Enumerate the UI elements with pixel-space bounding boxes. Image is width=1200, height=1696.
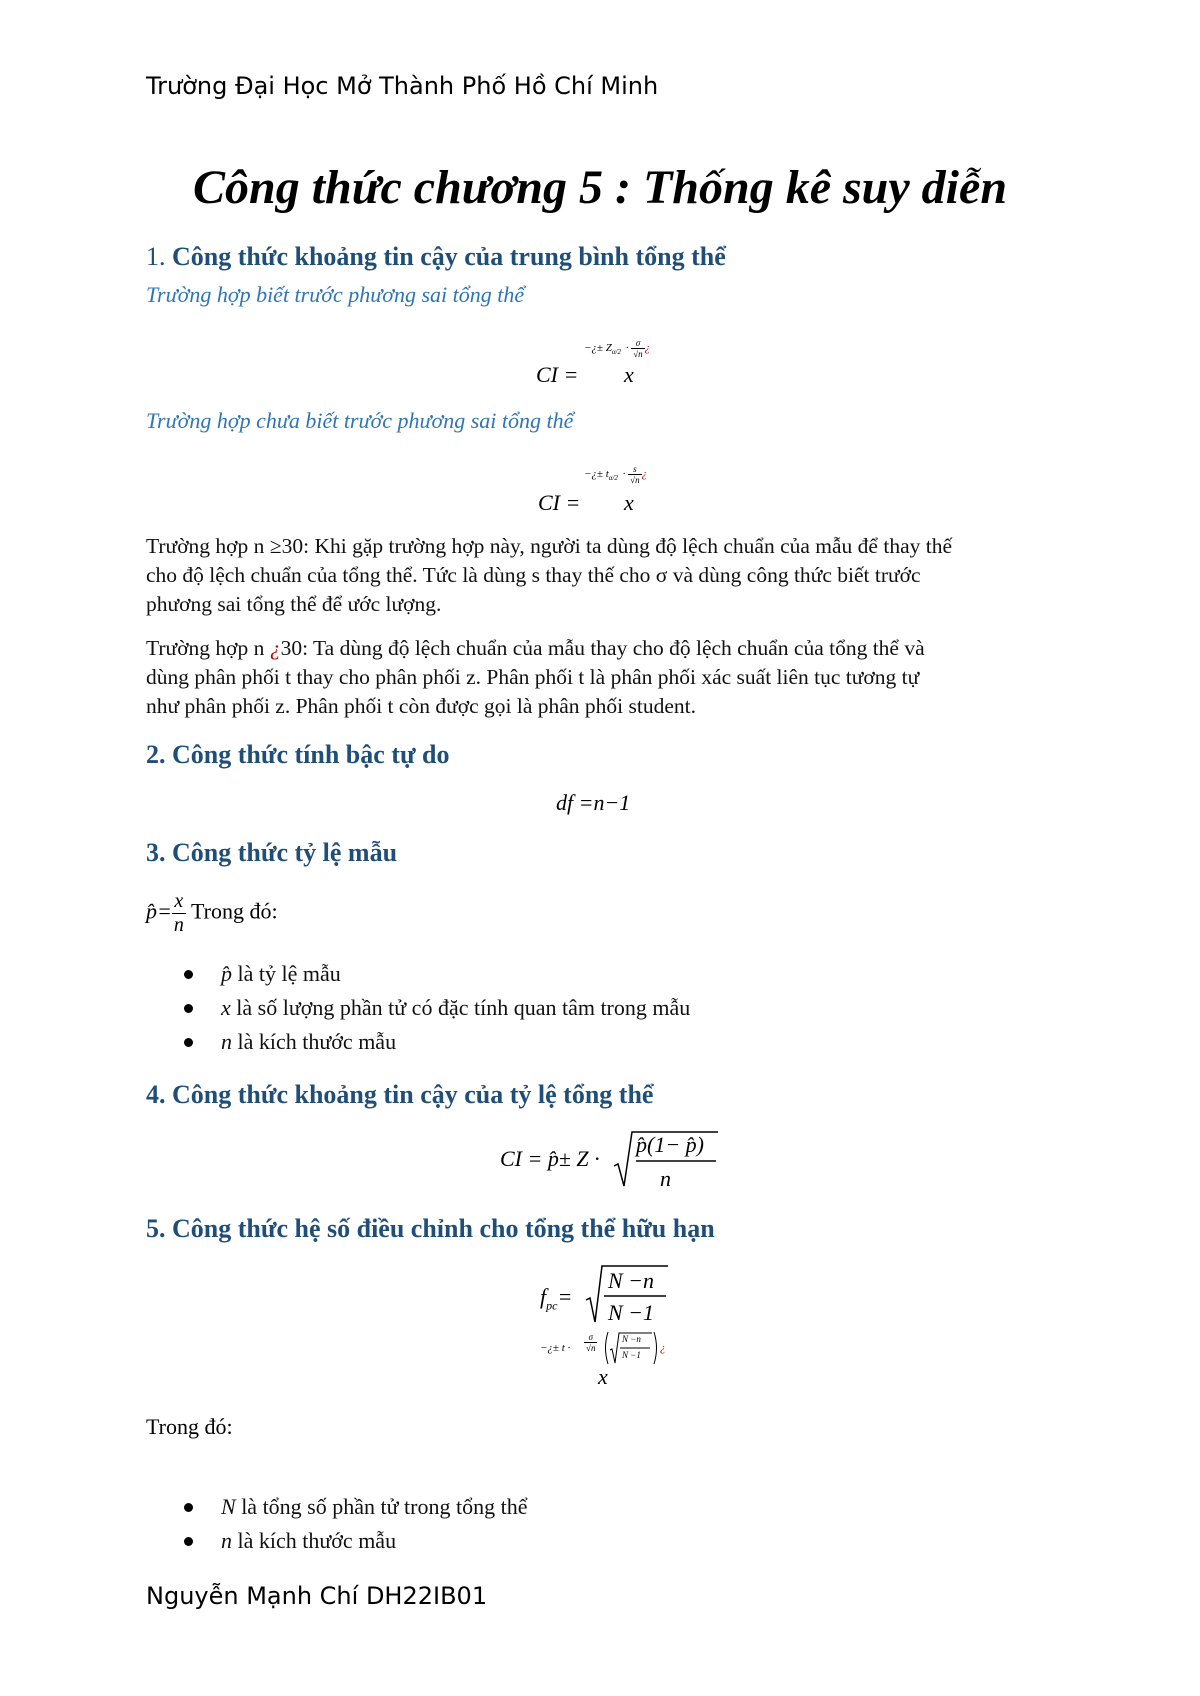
section-5-heading: 5. Công thức hệ số điều chỉnh cho tổng thể hữu hạn (146, 1214, 715, 1243)
list-item: p̂ là tỷ lệ mẫu (146, 957, 1046, 991)
page-header: Trường Đại Học Mở Thành Phố Hồ Chí Minh (146, 72, 659, 100)
mean-var: x (624, 362, 634, 387)
bullet-icon (184, 1038, 193, 1047)
page-footer: Nguyễn Mạnh Chí DH22IB01 (146, 1582, 488, 1610)
fpc-definitions (146, 1490, 1046, 1558)
section-2-heading: 2. Công thức tính bậc tự do (146, 740, 450, 769)
paragraph-large-sample: Trường hợp n ≥30: Khi gặp trường hợp này, người ta dùng độ lệch chuẩn của mẫu để thay thế cho độ lệch chuẩn của tổng thể. Tức là dùng s thay thế cho σ và dùng công thức biết trước phương sai tổng thể để ước lượng. (146, 534, 952, 616)
formula-df: df =n−1 (556, 790, 631, 815)
ci-label: CI = (538, 490, 581, 515)
paragraph-small-sample: Trường hợp n ¿30: Ta dùng độ lệch chuẩn của mẫu thay cho độ lệch chuẩn của tổng thể và dùng phân phối t thay cho phân phối z. Phân phối t là phân phối xác suất liên tục tương tự như phân phối z. Phân phối t còn được gọi là phân phối student. (146, 636, 925, 718)
list-item: n là kích thước mẫu (146, 1524, 1046, 1558)
ci-label: CI = (536, 362, 579, 387)
x-over-n: $\frac{x}{n}$ (173, 890, 184, 936)
page-title: Công thức chương 5 : Thống kê suy diễn (192, 161, 1008, 214)
formula-ci-unknown (538, 454, 688, 524)
formula-ci-fpc: −¿± t · $\frac{\sigma}{√n}$ N −n N −1 ¿ x (540, 1332, 666, 1389)
bullet-icon (184, 1537, 193, 1546)
formula-broken-top: −¿± $Z_{\alpha/2}$ · $\frac{\sigma}{√n}$ ¿ (584, 338, 651, 359)
list-item: x là số lượng phần tử có đặc tính quan tâm trong mẫu (146, 991, 1046, 1025)
section-4-heading: 4. Công thức khoảng tin cậy của tỷ lệ tổng thể (146, 1080, 654, 1109)
formula-sample-proportion: p̂= $\frac{x}{n}$ Trong đó: (146, 890, 278, 936)
bullet-icon (184, 1004, 193, 1013)
formula-fpc: $f_{pc}=$ N −n N −1 (540, 1262, 680, 1330)
sigma-over-sqrt-n: $\frac{\sigma}{√n}$ (633, 338, 643, 359)
case-known-variance: Trường hợp biết trước phương sai tổng thể (146, 282, 525, 307)
section-1-number: 1. (146, 242, 166, 271)
mean-var: x (624, 490, 634, 515)
bullet-icon (184, 970, 193, 979)
section-1-heading (146, 242, 726, 272)
formula-ci-proportion: CI = p̂± Z · p̂(1− p̂) n (500, 1128, 730, 1192)
bullet-icon (184, 1503, 193, 1512)
s-over-sqrt-n: $\frac{s}{√n}$ (630, 464, 640, 485)
fpc-where: Trong đó: (146, 1414, 233, 1439)
list-item: n là kích thước mẫu (146, 1025, 1046, 1059)
formula-ci-known (536, 326, 686, 396)
formula-broken-top: −¿± $t_{\alpha/2}$ · $\frac{s}{√n}$ ¿ (584, 464, 648, 485)
case-unknown-variance: Trường hợp chưa biết trước phương sai tổng thể (146, 408, 574, 433)
proportion-definitions (146, 957, 1046, 1059)
list-item: N là tổng số phần tử trong tổng thể (146, 1490, 1046, 1524)
section-3-heading: 3. Công thức tỷ lệ mẫu (146, 838, 398, 867)
section-1-title: Công thức khoảng tin cậy của trung bình tổng thể (172, 242, 726, 271)
